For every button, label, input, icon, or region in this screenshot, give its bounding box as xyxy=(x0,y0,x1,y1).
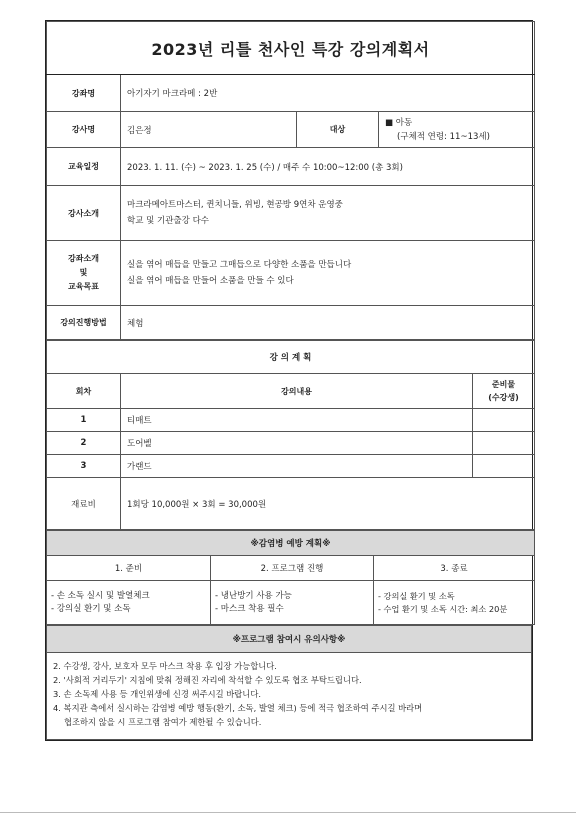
goal-label-line-2: 및 xyxy=(79,268,88,277)
goal-label-line-3: 교육목표 xyxy=(68,282,99,291)
session-number: 3 xyxy=(47,455,121,478)
goal-label xyxy=(47,241,121,306)
session-prep xyxy=(473,432,535,455)
target-label: 대상 xyxy=(297,112,379,148)
prevention-col-end: 3. 종료 xyxy=(374,556,535,581)
note-item: 2. 수강생, 강사, 보호자 모두 마스크 착용 후 입장 가능합니다. xyxy=(53,661,277,671)
prevention-progress-items xyxy=(211,581,374,625)
target-line-1: ■ 아동 xyxy=(385,118,413,128)
session-content: 도어벨 xyxy=(121,432,473,455)
session-content: 티매트 xyxy=(121,409,473,432)
method-label: 강의진행방법 xyxy=(47,306,121,340)
prevention-col-prepare: 1. 준비 xyxy=(47,556,211,581)
goal-value xyxy=(121,241,535,306)
session-prep xyxy=(473,409,535,432)
list-item: - 수업 환기 및 소독 시간: 최소 20분 xyxy=(378,603,508,614)
lecture-plan-document xyxy=(45,20,533,741)
instructor-value: 김은정 xyxy=(121,112,297,148)
table-row xyxy=(47,409,535,432)
document-title: 2023년 리틀 천사인 특강 강의계획서 xyxy=(47,22,535,75)
schedule-value: 2023. 1. 11. (수) ~ 2023. 1. 25 (수) / 매주 수 10:00~12:00 (총 3회) xyxy=(121,148,535,186)
session-content: 가랜드 xyxy=(121,455,473,478)
target-line-2: (구체적 연령: 11~13세) xyxy=(397,132,490,142)
note-item: 3. 손 소독제 사용 등 개인위생에 신경 써주시길 바랍니다. xyxy=(53,689,261,699)
session-number: 1 xyxy=(47,409,121,432)
method-value: 체험 xyxy=(121,306,535,340)
prevention-col-progress: 2. 프로그램 진행 xyxy=(211,556,374,581)
note-item: 4. 복지관 측에서 실시하는 감염병 예방 행동(환기, 소독, 발열 체크) 등에 적극 협조하여 주시길 바라며 xyxy=(53,703,423,713)
schedule-label: 교육일정 xyxy=(47,148,121,186)
prep-col-header-line-1: 준비물 xyxy=(491,380,516,389)
plan-table xyxy=(46,340,535,530)
course-name-value: 아기자기 마크라메 : 2반 xyxy=(121,75,535,112)
session-prep xyxy=(473,455,535,478)
material-fee-label: 재료비 xyxy=(47,478,121,530)
goal-line-1: 실을 엮어 매듭을 만들고 그매듭으로 다양한 소품을 만듭니다 xyxy=(127,260,352,270)
list-item: - 마스크 착용 필수 xyxy=(215,603,284,614)
notes-header: ※프로그램 참여시 유의사항※ xyxy=(47,626,532,653)
list-item: - 강의실 환기 및 소독 xyxy=(51,603,131,614)
table-row xyxy=(47,432,535,455)
prevention-table xyxy=(46,530,535,625)
goal-line-2: 실을 엮어 매듭을 만들어 소품을 만들 수 있다 xyxy=(127,276,294,286)
notes-list xyxy=(47,653,532,740)
prevention-prepare-items xyxy=(47,581,211,625)
page-bottom-divider xyxy=(0,812,576,813)
instructor-intro-value xyxy=(121,186,535,241)
material-fee-value: 1회당 10,000원 × 3회 = 30,000원 xyxy=(121,478,535,530)
list-item: - 손 소독 실시 및 발열체크 xyxy=(51,590,150,601)
plan-header: 강 의 계 획 xyxy=(47,341,535,374)
course-name-label: 강좌명 xyxy=(47,75,121,112)
content-col-header: 강의내용 xyxy=(121,374,473,409)
goal-label-line-1: 강좌소개 xyxy=(68,254,99,263)
note-item-continuation: 협조하지 않을 시 프로그램 참여가 제한될 수 있습니다. xyxy=(64,717,262,727)
target-value xyxy=(379,112,535,148)
note-item: 2. '사회적 거리두기' 지침에 맞춰 정해진 자리에 착석할 수 있도록 협조 부탁드립니다. xyxy=(53,675,362,685)
prep-col-header-line-2: (수강생) xyxy=(488,393,519,402)
prevention-end-items xyxy=(374,581,535,625)
notes-table xyxy=(46,625,532,740)
instructor-intro-label: 강사소개 xyxy=(47,186,121,241)
lecture-plan-table xyxy=(46,21,535,340)
instructor-label: 강사명 xyxy=(47,112,121,148)
list-item: - 냉난방기 사용 가능 xyxy=(215,590,292,601)
session-col-header: 회차 xyxy=(47,374,121,409)
list-item: - 강의실 환기 및 소독 xyxy=(378,590,455,601)
instructor-intro-line-1: 마크라메아트마스터, 퀸치니들, 위빙, 현공방 9연차 운영중 xyxy=(127,200,343,210)
table-row xyxy=(47,455,535,478)
prevention-header: ※감염병 예방 계획※ xyxy=(47,531,535,556)
session-number: 2 xyxy=(47,432,121,455)
prep-col-header xyxy=(473,374,535,409)
instructor-intro-line-2: 학교 및 기관출강 다수 xyxy=(127,216,210,226)
